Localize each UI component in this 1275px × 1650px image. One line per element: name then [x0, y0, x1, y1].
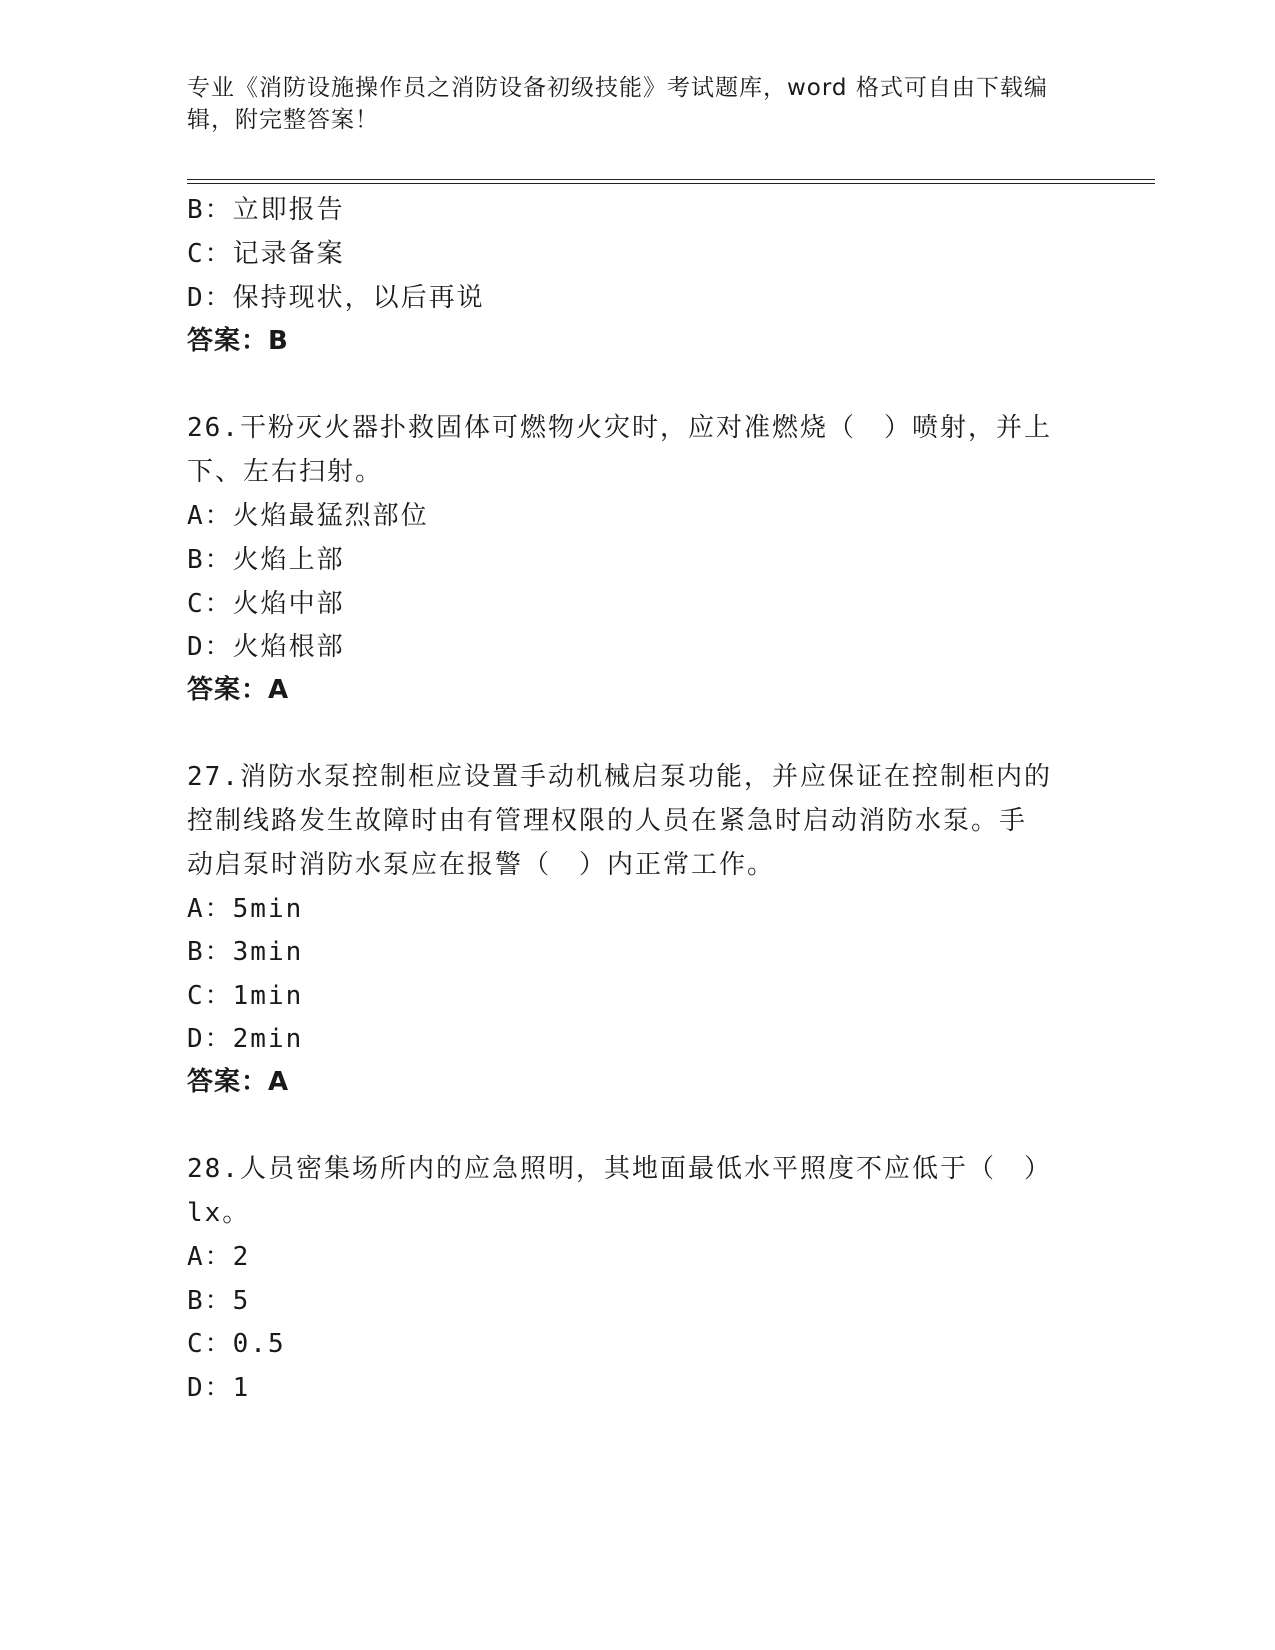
- q25-option-d: D：保持现状，以后再说: [187, 283, 485, 313]
- q25-option-b: B：立即报告: [187, 195, 345, 225]
- q25-option-c: C：记录备案: [187, 239, 345, 269]
- q27-option-a: A：5min: [187, 894, 304, 924]
- q25-answer: 答案：B: [187, 326, 289, 356]
- q27-stem-line-1: 27.消防水泵控制柜应设置手动机械启泵功能，并应保证在控制柜内的: [187, 762, 1052, 792]
- q28-option-d: D：1: [187, 1373, 251, 1403]
- q27-answer: 答案：A: [187, 1067, 290, 1097]
- q26-option-d: D：火焰根部: [187, 632, 345, 662]
- q27-option-d: D：2min: [187, 1024, 304, 1054]
- q26-answer: 答案：A: [187, 675, 290, 705]
- q27-stem-line-2: 控制线路发生故障时由有管理权限的人员在紧急时启动消防水泵。手: [187, 806, 1028, 836]
- q27-option-c: C：1min: [187, 981, 304, 1011]
- q26-stem-line-1: 26.干粉灭火器扑救固体可燃物火灾时，应对准燃烧（ ）喷射，并上: [187, 413, 1052, 443]
- q26-option-a: A：火焰最猛烈部位: [187, 501, 429, 531]
- q28-option-c: C：0.5: [187, 1329, 286, 1359]
- q28-stem-line-2: lx。: [187, 1198, 251, 1228]
- q28-option-b: B：5: [187, 1286, 251, 1316]
- q28-stem-line-1: 28.人员密集场所内的应急照明，其地面最低水平照度不应低于（ ）: [187, 1154, 1052, 1184]
- page-header: 专业《消防设施操作员之消防设备初级技能》考试题库，word 格式可自由下载编辑，附完整答案！: [187, 75, 1048, 133]
- q28-option-a: A：2: [187, 1242, 251, 1272]
- q26-option-b: B：火焰上部: [187, 545, 345, 575]
- header-divider-bottom: [187, 183, 1155, 184]
- q27-option-b: B：3min: [187, 937, 304, 967]
- q26-stem-line-2: 下、左右扫射。: [187, 457, 384, 487]
- q26-option-c: C：火焰中部: [187, 589, 345, 619]
- q27-stem-line-3: 动启泵时消防水泵应在报警（ ）内正常工作。: [187, 850, 776, 880]
- header-divider-top: [187, 179, 1155, 180]
